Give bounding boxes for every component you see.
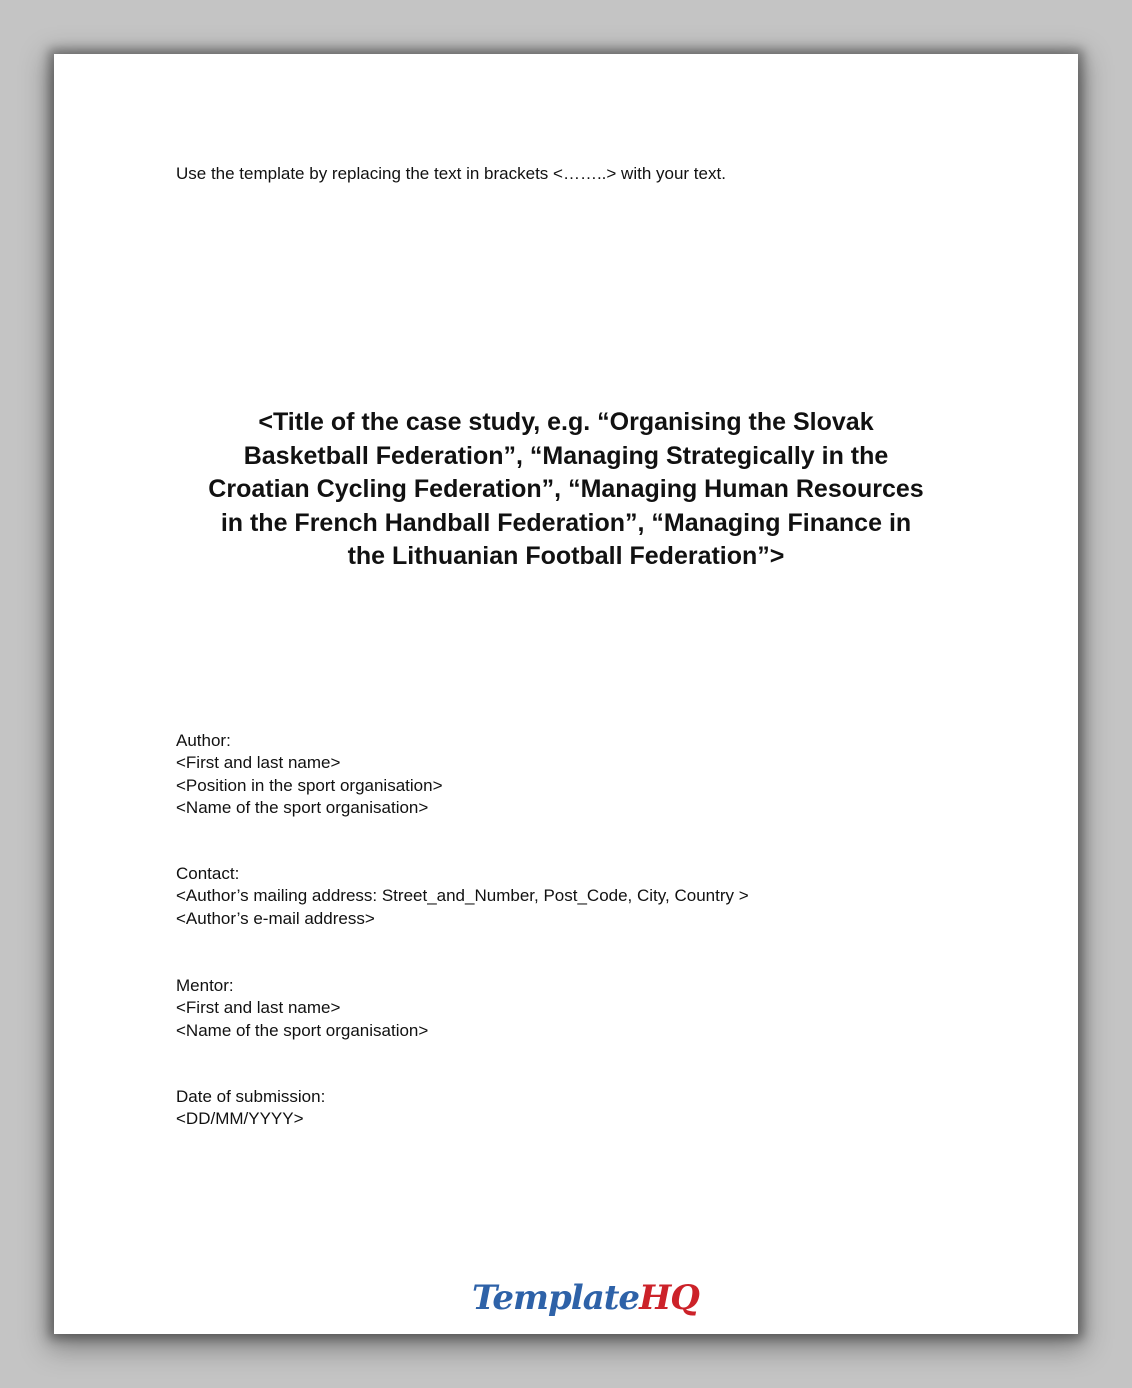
date-section: [176, 1086, 325, 1131]
author-heading: Author:: [176, 731, 231, 750]
logo-text-hq: HQ: [639, 1278, 699, 1318]
author-position-placeholder: <Position in the sport organisation>: [176, 775, 443, 795]
contact-heading: Contact:: [176, 864, 240, 883]
contact-address-placeholder: <Author’s mailing address: Street_and_Number, Post_Code, City, Country >: [176, 886, 749, 906]
date-heading: Date of submission:: [176, 1087, 326, 1106]
date-placeholder: <DD/MM/YYYY>: [176, 1109, 304, 1129]
mentor-heading: Mentor:: [176, 976, 234, 995]
title-line: Basketball Federation”, “Managing Strategically in the: [243, 441, 889, 470]
author-organisation-placeholder: <Name of the sport organisation>: [176, 797, 429, 817]
title-line: Croatian Cycling Federation”, “Managing Human Resources: [208, 475, 924, 503]
title-line: <Title of the case study, e.g. “Organising the Slovak: [258, 408, 874, 436]
author-name-placeholder: <First and last name>: [176, 753, 341, 773]
document-page: [54, 54, 1078, 1334]
contact-section: [176, 863, 749, 930]
title-line: the Lithuanian Football Federation”>: [347, 542, 785, 570]
mentor-organisation-placeholder: <Name of the sport organisation>: [176, 1020, 429, 1040]
contact-email-placeholder: <Author’s e-mail address>: [176, 908, 375, 928]
title-line: in the French Handball Federation”, “Managing Finance in: [220, 508, 912, 537]
author-section: [176, 730, 443, 819]
logo-text-template: Template: [472, 1278, 640, 1318]
mentor-section: [176, 975, 428, 1042]
templatehq-logo: [472, 1276, 699, 1320]
case-study-title: [166, 406, 966, 574]
mentor-name-placeholder: <First and last name>: [176, 998, 341, 1018]
instruction-text: Use the template by replacing the text in brackets <……..> with your text.: [176, 164, 726, 183]
